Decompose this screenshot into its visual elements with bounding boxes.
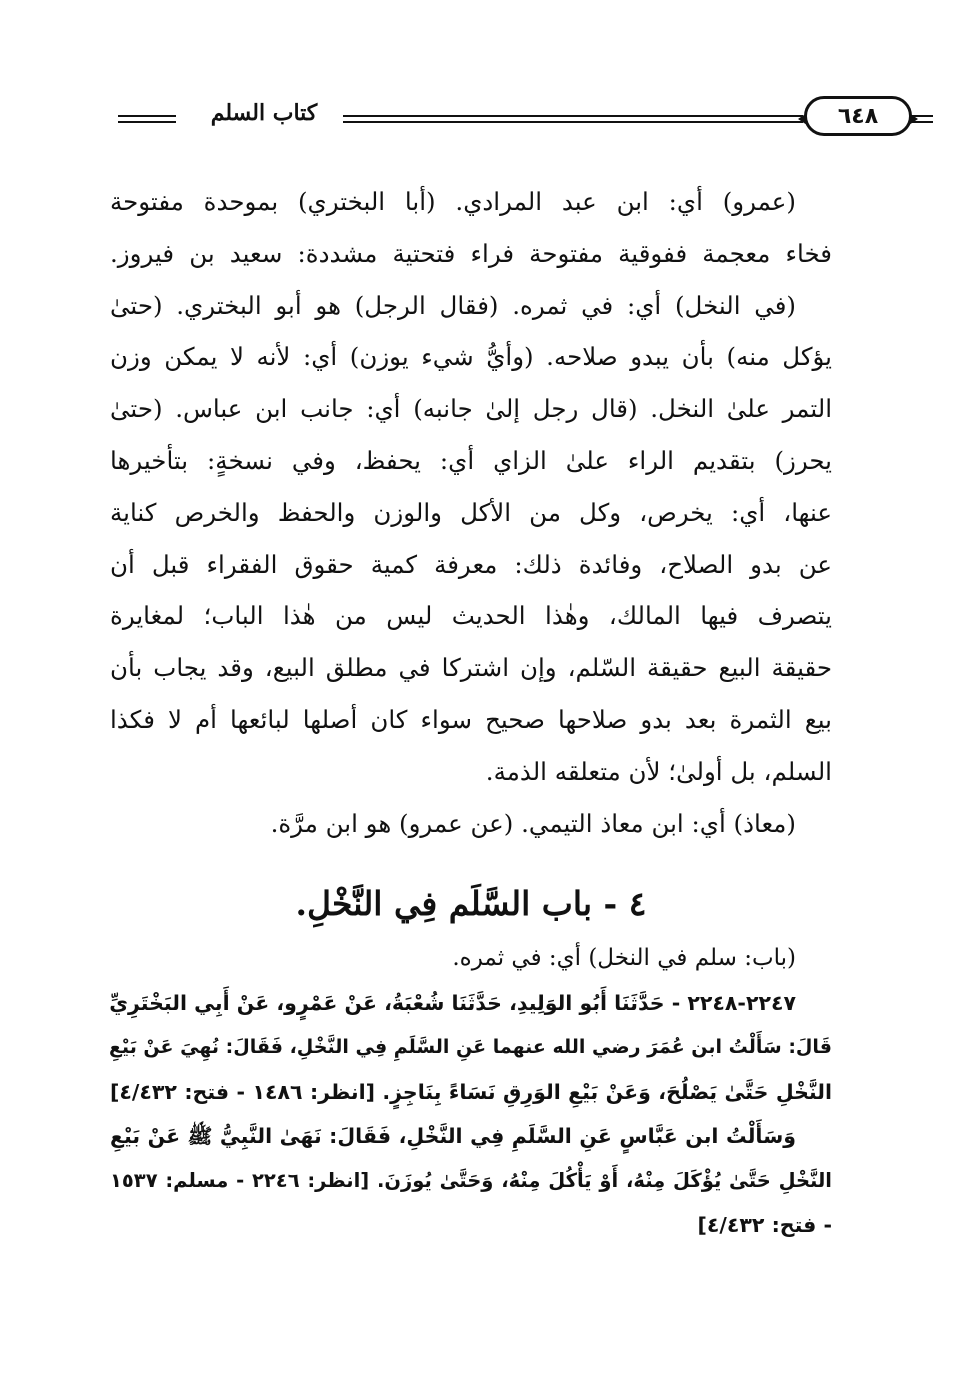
text-line: بيع الثمرة بعد بدو صلاحها صحيح سواء كان أصلها لبائعها أم لا فكذا	[110, 704, 832, 734]
hadith-line: ٢٢٤٧-٢٢٤٨ - حَدَّثَنَا أَبُو الوَلِيدِ، حَدَّثَنَا شُعْبَةُ، عَنْ عَمْرٍو، عَنْ أَبِي البَخْتَرِيِّ	[109, 990, 796, 1015]
text-line: يتصرف فيها المالك، وهٰذا الحديث ليس من هٰذا الباب؛ لمغايرة	[110, 601, 832, 631]
text-line: يحرز) بتقديم الراء علىٰ الزاي أي: يحفظ، وفي نسخةٍ: بتأخيرها	[110, 445, 832, 475]
text-line: التمر علىٰ النخل. (قال رجل إلىٰ جانبه) أي: جانب ابن عباس. (حتىٰ	[110, 394, 832, 424]
text-line: فخاء معجمة ففوقية مفتوحة فراء فتحتية مشددة: سعيد بن فيروز.	[110, 238, 832, 268]
text-line: عن بدو الصلاح، وفائدة ذلك: معرفة كمية حقوق الفقراء قبل أن	[110, 549, 832, 579]
hadith-line: وَسَأَلْتُ ابن عَبَّاسٍ عَنِ السَّلَمِ فِي النَّخْلِ، فَقَالَ: نَهَىٰ النَّبِيُّ ﷺ عَنْ بَيْعِ	[110, 1124, 796, 1148]
page-header	[108, 92, 879, 142]
hadith-line: - فتح: ٤/٤٣٢]	[697, 1213, 832, 1237]
header-rule-left	[118, 115, 176, 123]
hadith-line: النَّخْلِ حَتَّىٰ يَصْلُحَ، وَعَنْ بَيْعِ الوَرِقِ نَسَاءً بِنَاجِزٍ. [انظر: ١٤٨٦ - فتح: ٤/٤٣٢]	[110, 1079, 833, 1104]
commentary-text	[110, 176, 832, 849]
chapter-note: (باب: سلم في النخل) أي: في ثمره.	[452, 945, 796, 971]
text-line: (في النخل) أي: في ثمره. (فقال الرجل) هو أبو البختري. (حتىٰ	[110, 290, 796, 320]
hadith-block	[110, 936, 832, 1248]
text-line: عنها، أي: يخرص، وكل من الأكل والوزن والحفظ والخرص كناية	[110, 497, 832, 527]
text-line: حقيقة البيع حقيقة السّلم، وإن اشتركا في مطلق البيع، وقد يجاب بأن	[110, 653, 832, 683]
text-line: السلم، بل أولىٰ؛ لأن متعلقه الذمة.	[485, 756, 832, 786]
header-rule-middle	[343, 115, 803, 123]
text-line: (معاذ) أي: ابن معاذ التيمي. (عن عمرو) هو ابن مرَّة.	[270, 808, 796, 838]
hadith-line: النَّخْلِ حَتَّىٰ يُؤْكَلَ مِنْهُ، أَوْ يَأْكُلَ مِنْهُ، وَحَتَّىٰ يُوزَنَ. [انظر: ٢٢٤٦ - مسلم: ١٥٣٧	[110, 1168, 832, 1192]
header-rule-right	[911, 115, 933, 123]
text-line: يؤكل منه) بأن يبدو صلاحه. (وأيُّ شيء يوزن) أي: لأنه لا يمكن وزن	[110, 342, 832, 372]
running-title: كتاب السلم	[210, 100, 318, 126]
hadith-line: قَالَ: سَأَلْتُ ابن عُمَرَ رضي الله عنهما عَنِ السَّلَمِ فِي النَّخْلِ، فَقَالَ: نُهِيَ عَنْ بَيْعِ	[108, 1036, 832, 1058]
chapter-heading: ٤ - باب السَّلَم فِي النَّخْلِ.	[295, 884, 647, 923]
page-number: ٦٤٨	[804, 96, 912, 136]
text-line: (عمرو) أي: ابن عبد المرادي. (أبا البختري) بموحدة مفتوحة	[110, 187, 796, 216]
